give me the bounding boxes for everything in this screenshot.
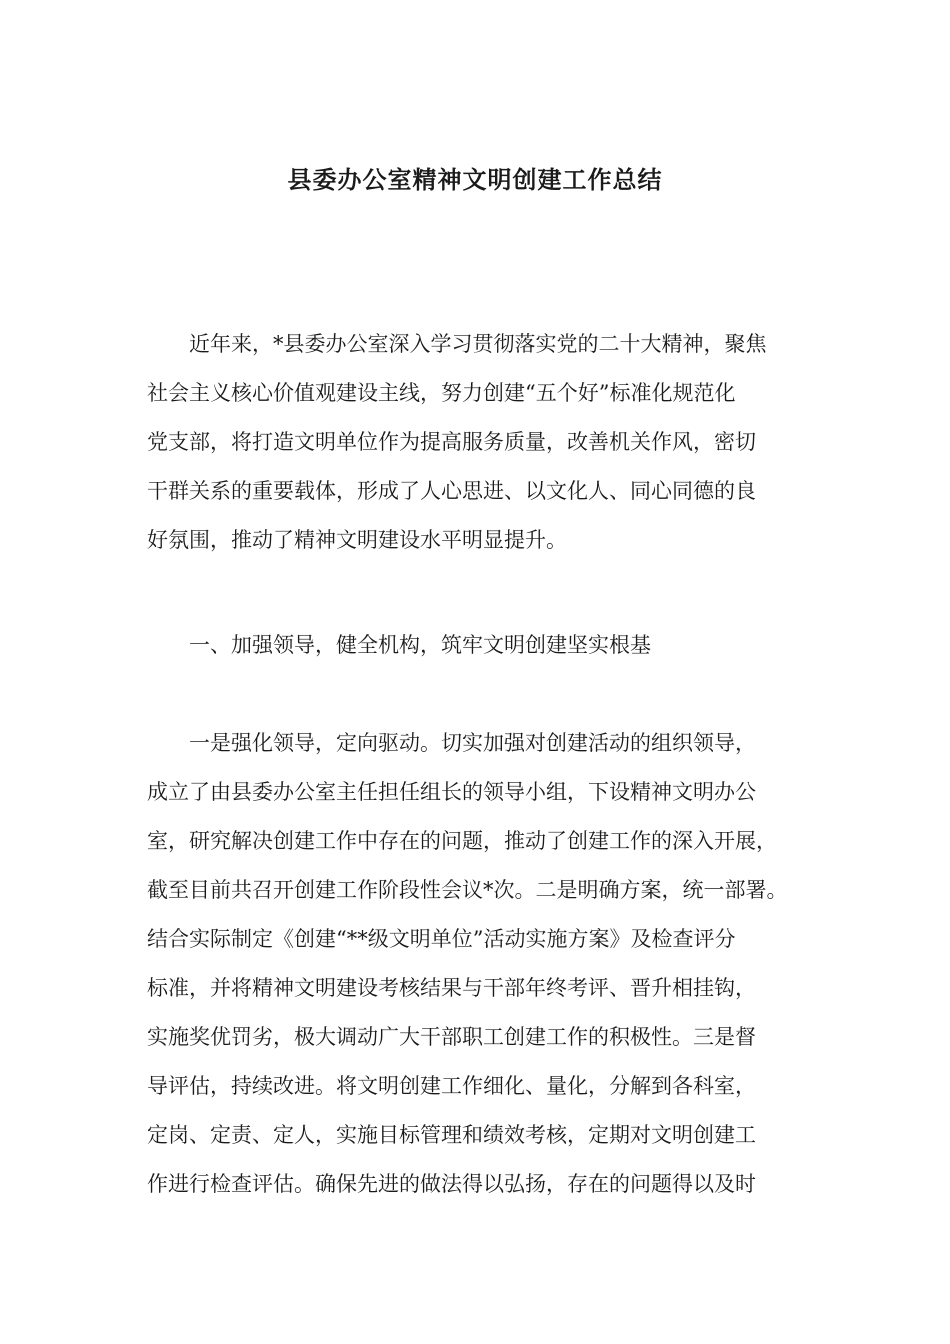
intro-line: 近年来，*县委办公室深入学习贯彻落实党的二十大精神，聚焦	[189, 332, 767, 356]
body-line: 导评估，持续改进。将文明创建工作细化、量化，分解到各科室，	[147, 1074, 756, 1098]
body-line: 标准，并将精神文明建设考核结果与干部年终考评、晋升相挂钩，	[147, 976, 756, 1000]
section-heading	[147, 621, 827, 670]
section-heading-text: 一、加强领导，健全机构，筑牢文明创建坚实根基	[189, 633, 651, 657]
intro-line: 党支部，将打造文明单位作为提高服务质量，改善机关作风，密切	[147, 430, 756, 454]
body-line: 室，研究解决创建工作中存在的问题，推动了创建工作的深入开展，	[147, 829, 777, 853]
body-line: 作进行检查评估。确保先进的做法得以弘扬，存在的问题得以及时	[147, 1172, 756, 1196]
intro-paragraph	[147, 320, 827, 565]
body-line: 结合实际制定《创建“**级文明单位”活动实施方案》及检查评分	[147, 927, 736, 951]
intro-line: 社会主义核心价值观建设主线，努力创建“五个好”标准化规范化	[147, 381, 736, 405]
intro-line: 好氛围，推动了精神文明建设水平明显提升。	[147, 528, 567, 552]
body-paragraph	[147, 719, 827, 1209]
intro-line: 干群关系的重要载体，形成了人心思进、以文化人、同心同德的良	[147, 479, 756, 503]
body-line: 实施奖优罚劣，极大调动广大干部职工创建工作的积极性。三是督	[147, 1025, 756, 1049]
body-line: 截至目前共召开创建工作阶段性会议*次。二是明确方案，统一部署。	[147, 878, 788, 902]
document-title: 县委办公室精神文明创建工作总结	[287, 165, 663, 194]
body-line: 成立了由县委办公室主任担任组长的领导小组，下设精神文明办公	[147, 780, 756, 804]
body-line: 一是强化领导，定向驱动。切实加强对创建活动的组织领导，	[189, 731, 756, 755]
body-line: 定岗、定责、定人，实施目标管理和绩效考核，定期对文明创建工	[147, 1123, 756, 1147]
